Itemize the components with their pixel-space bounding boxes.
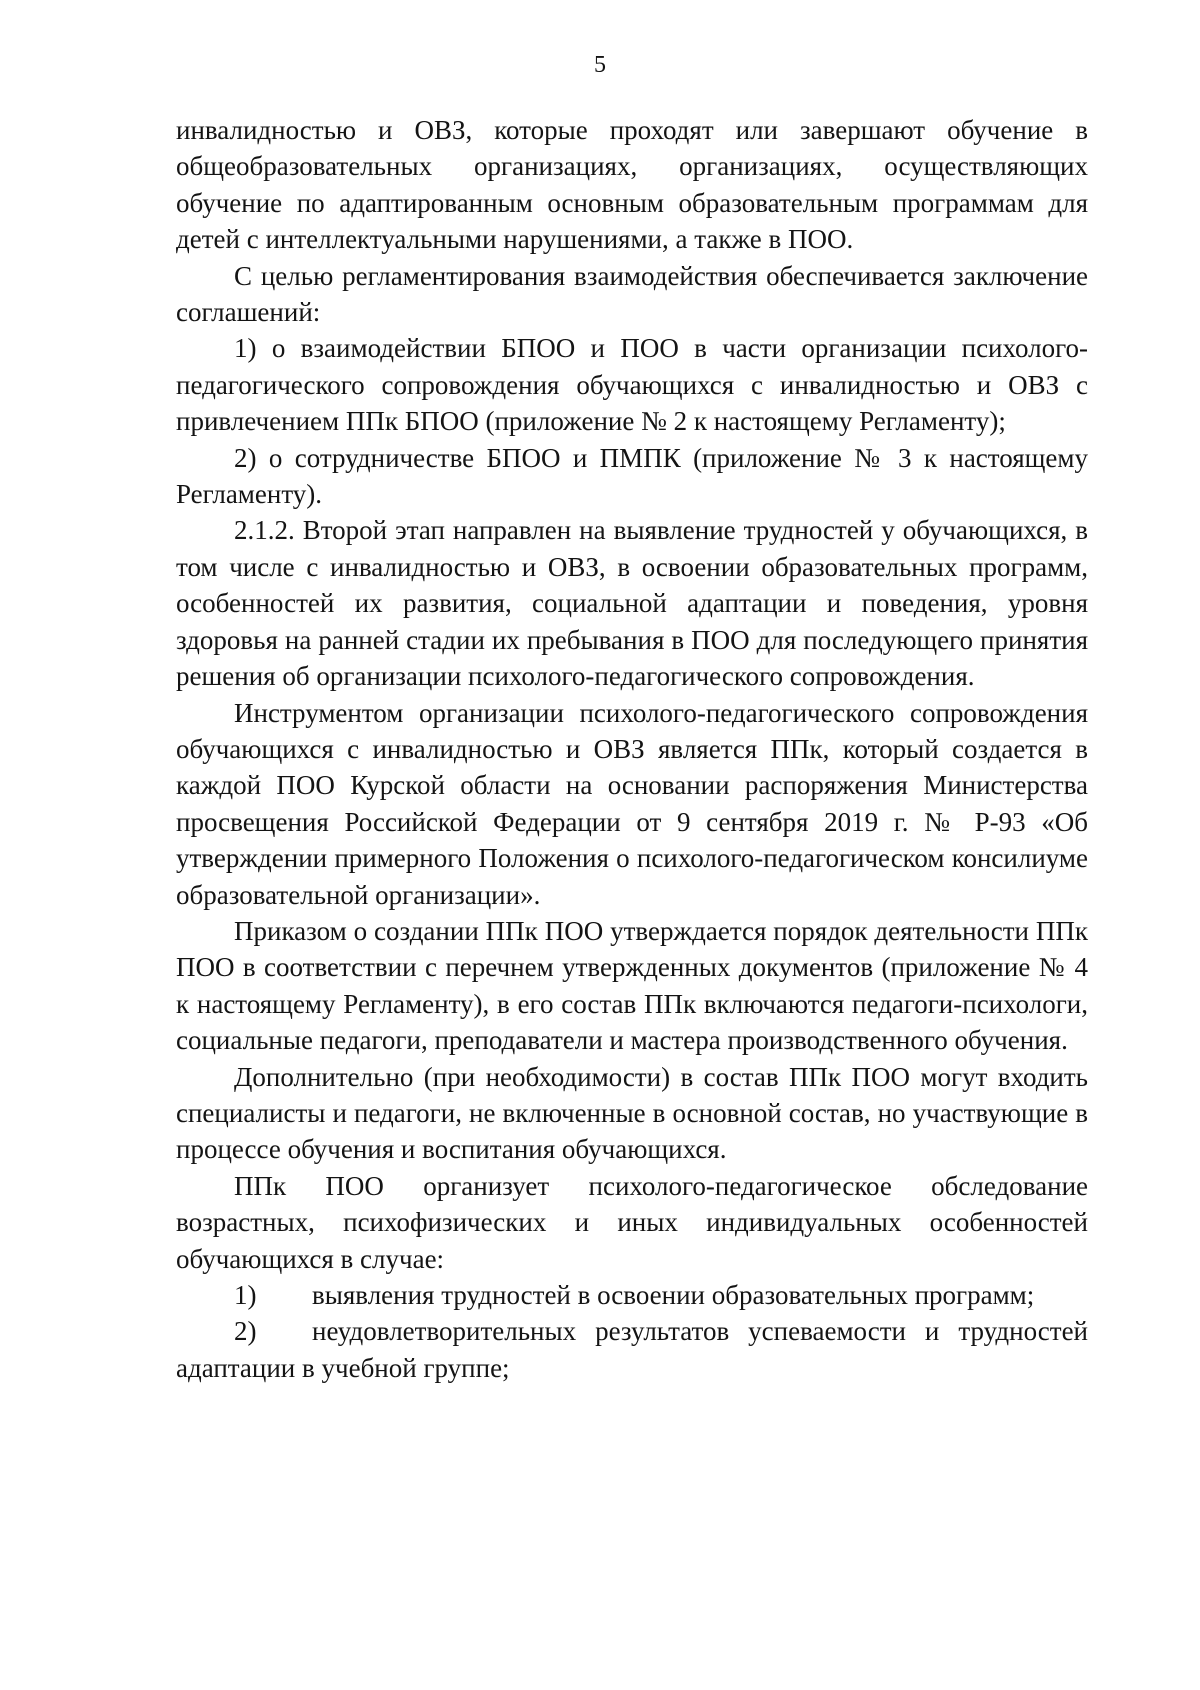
paragraph-agreements-intro: С целью регламентирования взаимодействия обеспечивается заключение соглашений: xyxy=(176,260,1088,328)
list-item xyxy=(176,1277,1088,1313)
list-item-number: 2) xyxy=(234,1316,257,1347)
paragraph-stage-2: 2.1.2. Второй этап направлен на выявление трудностей у обучающихся, в том числе с инвалидностью и ОВЗ, в освоении образовательных программ, особенностей их развития, социальной адаптации и поведения, уровня здоровья на ранней стадии их пребывания в ПОО для последующего принятия решения об организации психолого-педагогического сопровождения. xyxy=(176,515,1088,692)
list-item-number: 1) xyxy=(234,1280,257,1310)
document-body xyxy=(176,112,1088,1386)
list-item-text: выявления трудностей в освоении образовательных программ; xyxy=(312,1280,1035,1310)
page-number: 5 xyxy=(594,52,606,78)
paragraph-order: Приказом о создании ППк ПОО утверждается порядок деятельности ППк ПОО в соответствии с перечнем утвержденных документов (приложение № 4 к настоящему Регламенту), в его состав ППк включаются педагоги-психологи, социальные педагоги, преподаватели и мастера производственного обучения. xyxy=(176,915,1088,1056)
paragraph-agreement-2: 2) о сотрудничестве БПОО и ПМПК (приложение № 3 к настоящему Регламенту). xyxy=(176,442,1088,510)
paragraph-additional: Дополнительно (при необходимости) в состав ППк ПОО могут входить специалисты и педагоги, не включенные в основной состав, но участвующие в процессе обучения и воспитания обучающихся. xyxy=(176,1061,1088,1165)
paragraph-examination: ППк ПОО организует психолого-педагогическое обследование возрастных, психофизических и иных индивидуальных особенностей обучающихся в случае: xyxy=(176,1170,1088,1274)
list-item-text: неудовлетворительных результатов успеваемости и трудностей адаптации в учебной группе; xyxy=(176,1316,1088,1383)
paragraph-instrument: Инструментом организации психолого-педагогического сопровождения обучающихся с инвалидностью и ОВЗ является ППк, который создается в каждой ПОО Курской области на основании распоряжения Министерства просвещения Российской Федерации от 9 сентября 2019 г. № Р-93 «Об утверждении примерного Положения о психолого-педагогическом консилиуме образовательной организации». xyxy=(176,697,1088,910)
paragraph-agreement-1: 1) о взаимодействии БПОО и ПОО в части организации психолого-педагогического сопровождения обучающихся с инвалидностью и ОВЗ с привлечением ППк БПОО (приложение № 2 к настоящему Регламенту); xyxy=(176,333,1088,437)
list-item xyxy=(176,1313,1088,1386)
paragraph-continuation: инвалидностью и ОВЗ, которые проходят или завершают обучение в общеобразовательных организациях, организациях, осуществляющих обучение по адаптированным основным образовательным программам для детей с интеллектуальными нарушениями, а также в ПОО. xyxy=(176,115,1088,255)
